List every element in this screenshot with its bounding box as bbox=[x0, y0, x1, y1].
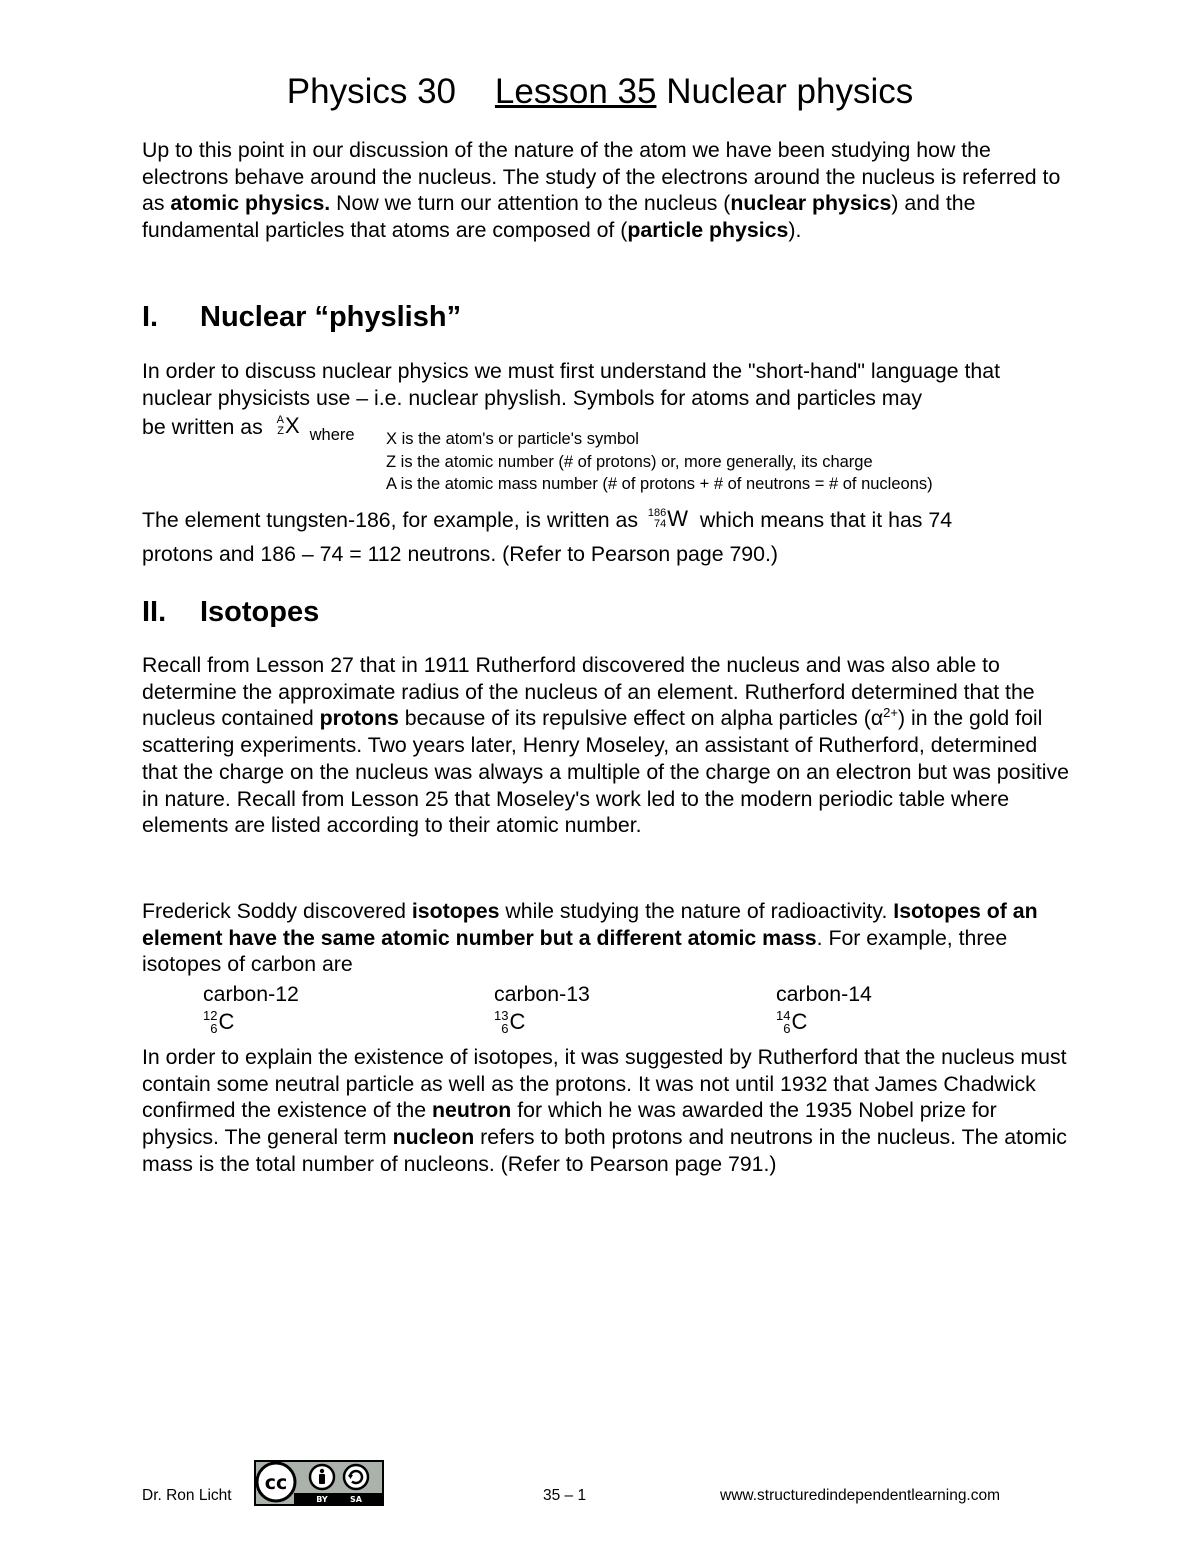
definition-a: A is the atomic mass number (# of protons + # of neutrons = # of nucleons) bbox=[386, 475, 933, 493]
cc-label: cc bbox=[264, 1472, 288, 1494]
title-topic: Nuclear physics bbox=[666, 72, 914, 111]
soddy-paragraph: Frederick Soddy discovered isotopes while studying the nature of radioactivity. Isotopes of an element have the same atomic number but a different atomic mass. For example, three isotopes of carbon are bbox=[142, 899, 1038, 977]
tungsten-example: The element tungsten-186, for example, is written as 186 74 W which means that it has 74 bbox=[142, 506, 953, 532]
notation-line: be written as A Z X $_{where}$ bbox=[142, 413, 355, 444]
tungsten-example-line2: protons and 186 – 74 = 112 neutrons. (Refer to Pearson page 790.) bbox=[142, 542, 778, 566]
tungsten-symbol: 186 74 W bbox=[647, 506, 689, 532]
section-heading-isotopes: II. Isotopes bbox=[142, 596, 320, 628]
footer-author: Dr. Ron Licht bbox=[142, 1487, 232, 1504]
by-label: BY bbox=[316, 1495, 328, 1504]
rutherford-paragraph: Recall from Lesson 27 that in 1911 Rutherford discovered the nucleus and was also able to determine the approximate radius of the nucleus of an element. Rutherford determined that the nucleus contained protons because of its repulsive effect on alpha particles $(\alpha^{2+})$ in the gold foil scattering experiments. Two years later, Henry Moseley, an assistant of Rutherford, determined that the charge on the nucleus was always a multiple of the charge on an electron but was positive in nature. Recall from Lesson 25 that Moseley's work led to the modern periodic table where elements are listed according to their atomic number. bbox=[142, 653, 1069, 838]
section-heading-physlish: I. Nuclear “physlish” bbox=[142, 301, 462, 333]
title-lesson: Lesson 35 bbox=[494, 72, 657, 111]
nuclide-notation-symbol: A Z X bbox=[276, 413, 300, 439]
physlish-paragraph: In order to discuss nuclear physics we must first understand the "short-hand" language that nuclear physicists use – i.e. nuclear physlish. Symbols for atoms and particles may bbox=[142, 359, 1000, 410]
sa-label: SA bbox=[350, 1495, 362, 1504]
definition-z: Z is the atomic number (# of protons) or, more generally, its charge bbox=[386, 453, 873, 471]
isotope-carbon-13: carbon-13 13 6 C bbox=[494, 982, 590, 1037]
footer-page-number: 35 – 1 bbox=[543, 1487, 587, 1504]
isotope-carbon-12: carbon-12 12 6 C bbox=[203, 982, 299, 1037]
creative-commons-by-sa-icon bbox=[254, 1460, 384, 1506]
page-title bbox=[0, 70, 1200, 114]
intro-paragraph: Up to this point in our discussion of the nature of the atom we have been studying how the electrons behave around the nucleus. The study of the electrons around the nucleus is referred to as atomic physics. Now we turn our attention to the nucleus (nuclear physics) and the fundamental particles that atoms are composed of (particle physics). bbox=[142, 138, 1061, 243]
chadwick-paragraph: In order to explain the existence of isotopes, it was suggested by Rutherford that the nucleus must contain some neutral particle as well as the protons. It was not until 1932 that James Chadwick confirmed the existence of the neutron for which he was awarded the 1935 Nobel prize for physics. The general term nucleon refers to both protons and neutrons in the nucleus. The atomic mass is the total number of nucleons. (Refer to Pearson page 791.) bbox=[142, 1045, 1067, 1176]
title-course: Physics 30 bbox=[286, 72, 457, 111]
definition-x: X is the atom's or particle's symbol bbox=[386, 430, 639, 448]
footer-website[interactable]: www.structuredindependentlearning.com bbox=[720, 1487, 1001, 1504]
isotope-carbon-14: carbon-14 14 6 C bbox=[776, 982, 872, 1037]
